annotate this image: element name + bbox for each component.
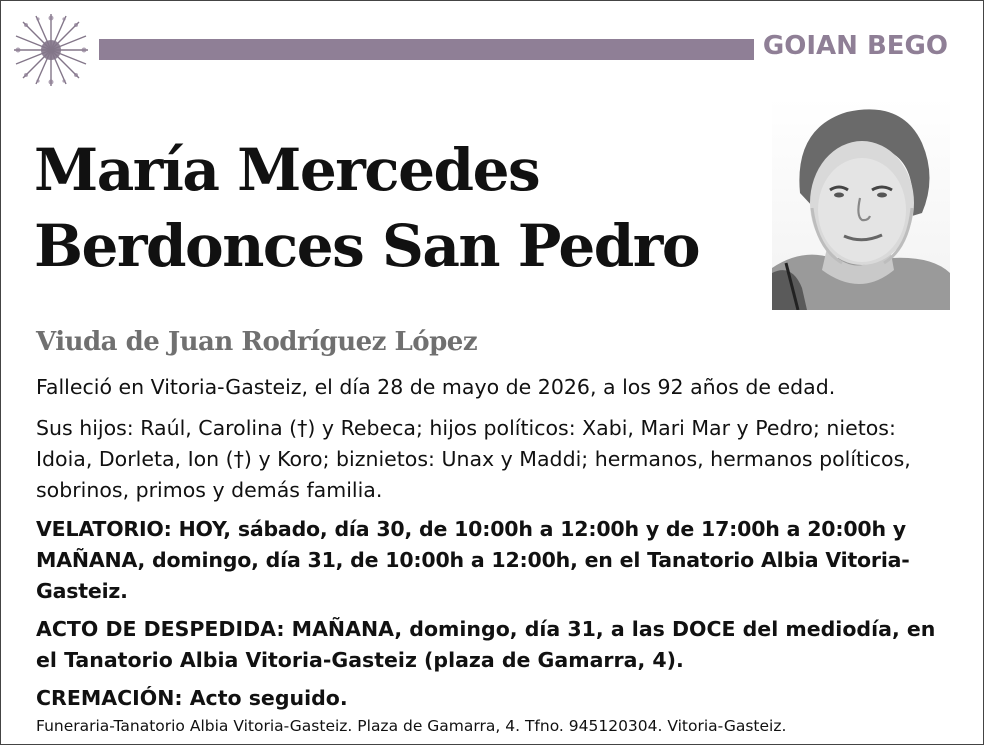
header-label: GOIAN BEGO <box>762 31 948 61</box>
deceased-name <box>34 132 699 284</box>
portrait-photo <box>772 98 950 310</box>
flower-emblem-icon <box>8 10 94 90</box>
widow-of: Viuda de Juan Rodríguez López <box>36 327 478 357</box>
death-statement: Falleció en Vitoria-Gasteiz, el día 28 de mayo de 2026, a los 92 años de edad. <box>36 375 836 399</box>
wake-info: VELATORIO: HOY, sábado, día 30, de 10:00h a 12:00h y de 17:00h a 20:00h y MAÑANA, domingo, día 31, de 10:00h a 12:00h, en el Tanatorio Albia Vitoria-Gasteiz. <box>36 517 910 603</box>
header-band <box>99 39 754 60</box>
farewell-info: ACTO DE DESPEDIDA: MAÑANA, domingo, día 31, a las DOCE del mediodía, en el Tanatorio Albia Vitoria-Gasteiz (plaza de Gamarra, 4). <box>36 617 936 672</box>
funeral-home-footer: Funeraria-Tanatorio Albia Vitoria-Gasteiz. Plaza de Gamarra, 4. Tfno. 945120304. Vitoria-Gasteiz. <box>36 717 787 735</box>
name-line-1: María Mercedes <box>34 136 540 204</box>
cremation-info: CREMACIÓN: Acto seguido. <box>36 686 348 710</box>
name-line-2: Berdonces San Pedro <box>34 212 700 280</box>
family-list: Sus hijos: Raúl, Carolina (†) y Rebeca; hijos políticos: Xabi, Mari Mar y Pedro; nietos: Idoia, Dorleta, Ion (†) y Koro; biznietos: Unax y Maddi; hermanos, hermanos políticos, sobrinos, primos y demás familia. <box>36 416 911 502</box>
